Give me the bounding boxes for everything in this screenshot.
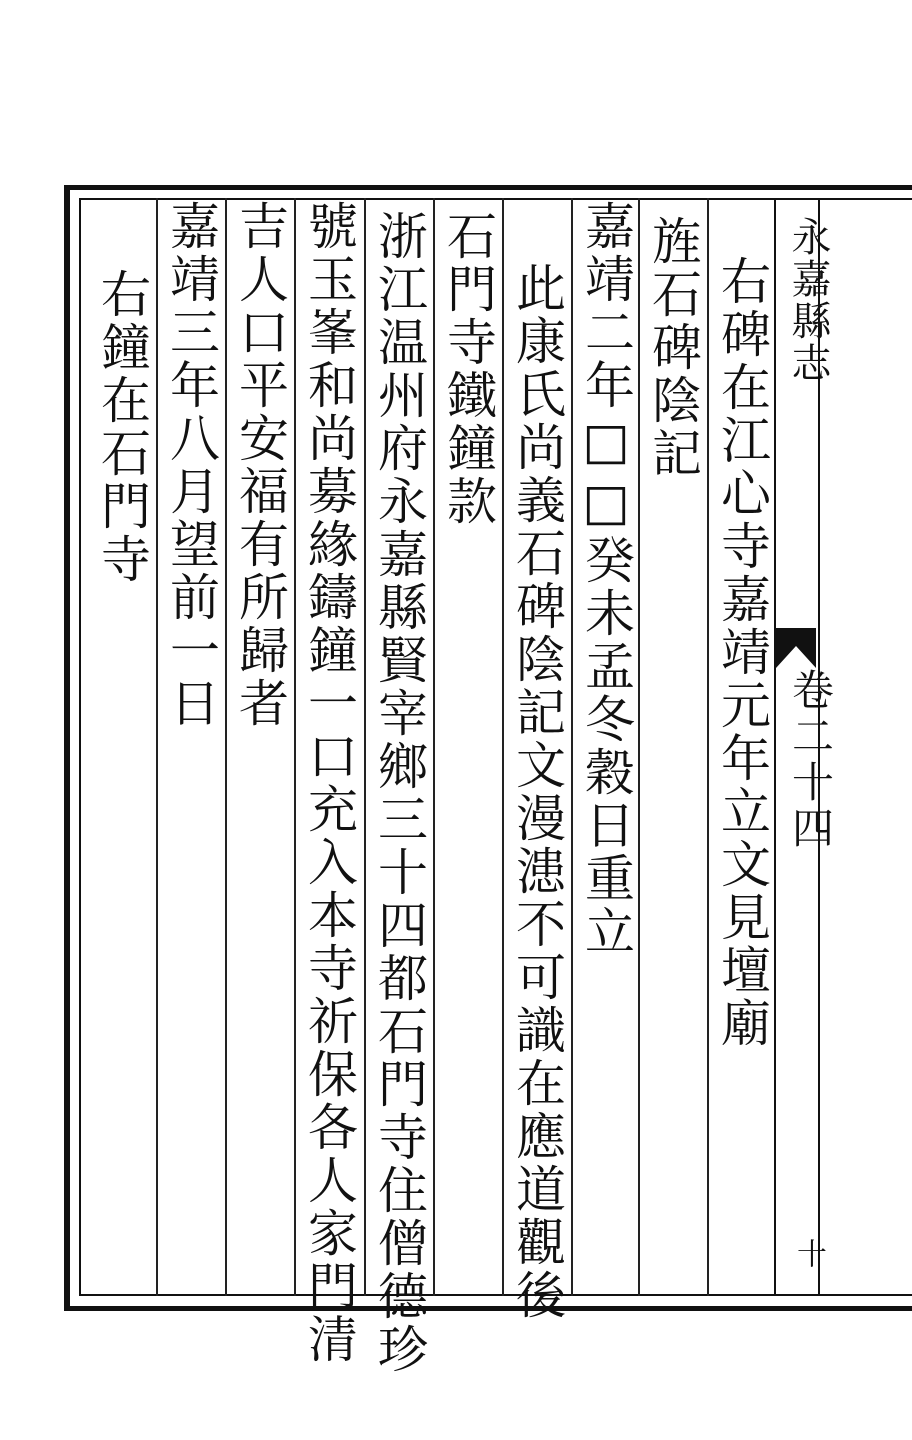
column-rule (225, 198, 227, 1296)
column-rule (364, 198, 366, 1296)
column-rule (502, 198, 504, 1296)
gutter-page-number: 十 (791, 1238, 826, 1268)
text-column-5: 石門寺鐵鐘款 (439, 210, 497, 528)
column-rule (571, 198, 573, 1296)
column-rule (707, 198, 709, 1296)
book-gutter (774, 198, 835, 1296)
text-column-2: 旌石碑陰記 (644, 215, 702, 480)
text-column-7: 號玉峯和尚募緣鑄鐘一口充入本寺祈保各人家門清 (300, 200, 358, 1366)
text-column-1: 右碑在江心寺嘉靖元年立文見壇廟 (713, 255, 771, 1050)
column-rule (156, 198, 158, 1296)
gutter-title: 永嘉縣志 (785, 216, 831, 384)
text-column-6: 浙江温州府永嘉縣賢宰鄉三十四都石門寺住僧德珍 (370, 210, 428, 1376)
text-column-10: 右鐘在石門寺 (93, 268, 151, 586)
text-column-4: 此康氏尚義石碑陰記文漫漶不可識在應道觀後 (508, 262, 566, 1322)
text-column-8: 吉人口平安福有所歸者 (231, 200, 289, 730)
column-rule (433, 198, 435, 1296)
text-column-3: 嘉靖二年□□癸未孟冬穀日重立 (577, 200, 635, 958)
fish-tail-icon (776, 628, 816, 668)
column-rule (638, 198, 640, 1296)
column-rule (294, 198, 296, 1296)
text-column-9: 嘉靖三年八月望前一日 (162, 200, 220, 730)
gutter-juan: 卷二十四 (786, 668, 835, 852)
